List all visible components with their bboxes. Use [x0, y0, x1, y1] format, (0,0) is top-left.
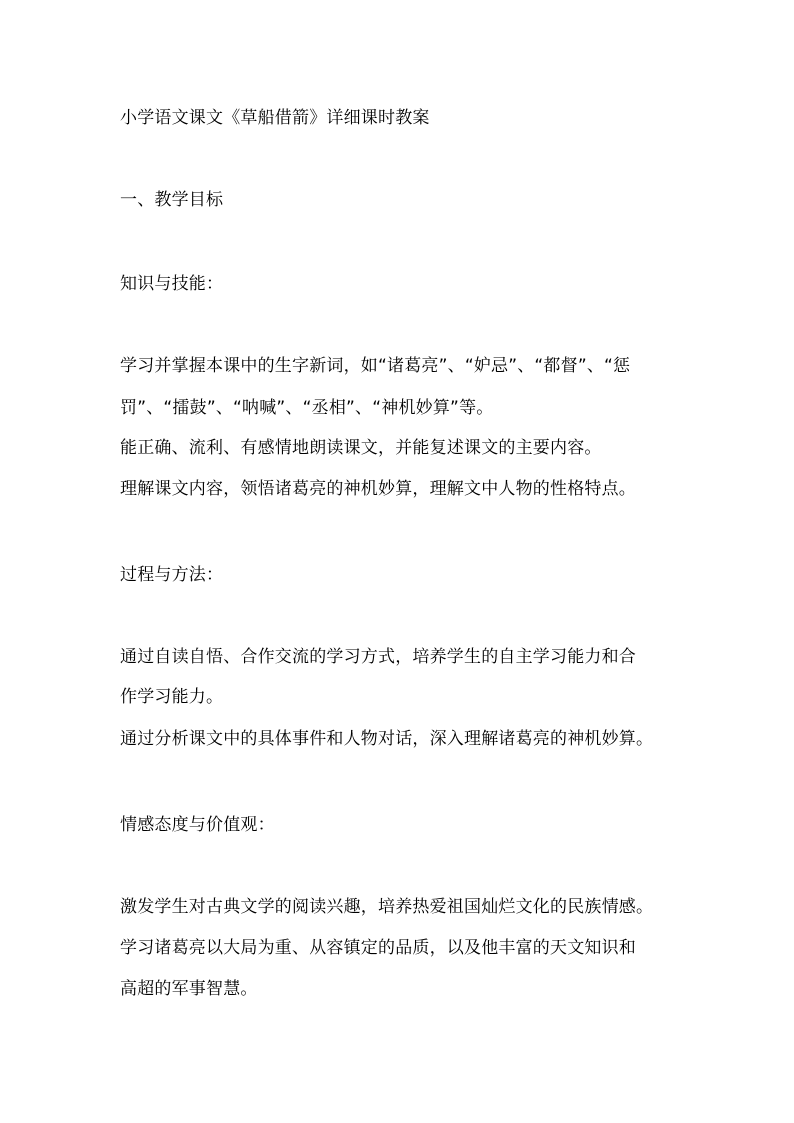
- knowledge-item-1-line-1: 学习并掌握本课中的生字新词，如“诸葛亮”、“妒忌”、“都督”、“惩: [120, 356, 631, 376]
- emotion-item-2-line-2: 高超的军事智慧。: [120, 979, 258, 999]
- process-item-1-line-2: 作学习能力。: [120, 687, 224, 707]
- process-item-2: 通过分析课文中的具体事件和人物对话，深入理解诸葛亮的神机妙算。: [120, 729, 654, 749]
- emotion-item-1: 激发学生对古典文学的阅读兴趣，培养热爱祖国灿烂文化的民族情感。: [120, 897, 654, 917]
- process-item-1-line-1: 通过自读自悟、合作交流的学习方式，培养学生的自主学习能力和合: [120, 647, 636, 667]
- knowledge-heading: 知识与技能：: [120, 274, 224, 294]
- document-title: 小学语文课文《草船借箭》详细课时教案: [120, 108, 430, 128]
- knowledge-item-1-line-2: 罚”、“擂鼓”、“呐喊”、“丞相”、“神机妙算”等。: [120, 398, 494, 418]
- emotion-heading: 情感态度与价值观：: [120, 815, 275, 835]
- section-heading: 一、教学目标: [120, 190, 224, 210]
- emotion-item-2-line-1: 学习诸葛亮以大局为重、从容镇定的品质，以及他丰富的天文知识和: [120, 938, 636, 958]
- knowledge-item-3: 理解课文内容，领悟诸葛亮的神机妙算，理解文中人物的性格特点。: [120, 479, 636, 499]
- process-heading: 过程与方法：: [120, 565, 224, 585]
- knowledge-item-2: 能正确、流利、有感情地朗读课文，并能复述课文的主要内容。: [120, 438, 602, 458]
